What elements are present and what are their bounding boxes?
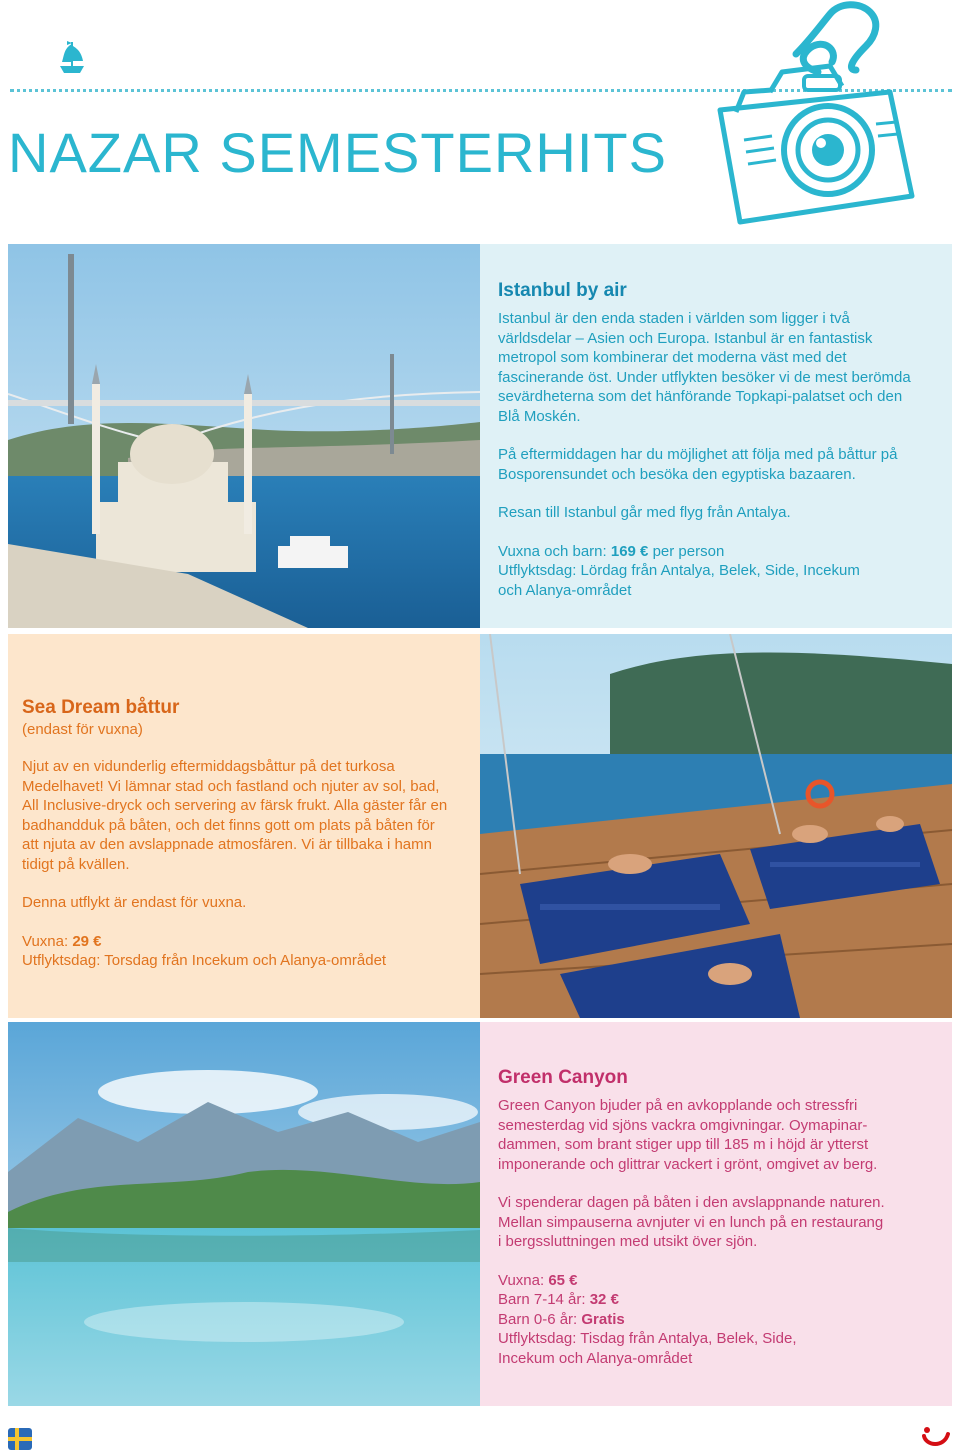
camera-icon <box>700 0 940 240</box>
sea-dream-price-info: Vuxna: 29 € Utflyktsdag: Torsdag från Incekum och Alanya-området <box>22 932 387 969</box>
ship-icon <box>58 40 86 76</box>
green-canyon-paragraph-2: Vi spenderar dagen på båten i den avslappnande naturen. Mellan simpauserna avnjuter vi en lunch på en restaurang i bergssluttningen med utsikt över sjön. <box>498 1194 885 1250</box>
istanbul-panel <box>480 244 952 628</box>
green-canyon-price-info: Vuxna: 65 € Barn 7-14 år: 32 € Barn 0-6 år: Gratis Utflyktsdag: Tisdag från Antalya, Belek, Side, Incekum och Alanya-området <box>498 1271 797 1367</box>
istanbul-title: Istanbul by air <box>498 280 627 301</box>
swedish-flag-icon <box>8 1428 32 1450</box>
istanbul-paragraph-2: På eftermiddagen har du möjlighet att följa med på båttur på Bosporensundet och besöka den egyptiska bazaaren. <box>498 446 898 483</box>
tui-smile-icon <box>918 1424 954 1452</box>
istanbul-photo <box>8 244 480 628</box>
green-canyon-title: Green Canyon <box>498 1067 628 1088</box>
green-canyon-paragraph-1: Green Canyon bjuder på en avkopplande och stressfri semesterdag vid sjöns vackra omgivningar. Oymapinar- dammen, som brant stiger upp till 185 m i höjd är ytterst imponerande och glittrar vackert i grönt, omgivet av berg. <box>498 1097 878 1173</box>
istanbul-paragraph-3: Resan till Istanbul går med flyg från Antalya. <box>498 504 791 521</box>
sea-dream-paragraph-2: Denna utflykt är endast för vuxna. <box>22 894 247 911</box>
istanbul-paragraph-1: Istanbul är den enda staden i världen som ligger i två världsdelar – Asien och Europa. Istanbul är en fantastisk metropol som kombinerar det moderna väst med det fascinerande öst. Under utflykten besöker vi de mest berömda sevärdheterna som det hänförande Topkapi-palatset och den Blå Moskén. <box>498 310 911 425</box>
page-title: NAZAR SEMESTERHITS <box>8 121 667 184</box>
sea-dream-panel <box>8 634 480 1018</box>
sea-dream-photo <box>480 634 952 1018</box>
sea-dream-paragraph-1: Njut av en vidunderlig eftermiddagsbåttur på det turkosa Medelhavet! Vi lämnar stad och fastland och njuter av sol, bad, All Inclusive-dryck och servering av färsk frukt. Alla gäster får en badhandduk på båten, och det finns gott om plats på båten för att njuta av den avslappnade atmosfären. Vi är tillbaka i hamn tidigt på kvällen. <box>22 758 448 873</box>
green-canyon-panel <box>480 1022 952 1406</box>
sea-dream-title: Sea Dream båttur <box>22 697 180 718</box>
green-canyon-photo <box>8 1022 480 1406</box>
sea-dream-subtitle: (endast för vuxna) <box>22 721 143 738</box>
istanbul-price-info: Vuxna och barn: 169 € per person Utflyktsdag: Lördag från Antalya, Belek, Side, Incekum och Alanya-området <box>498 542 860 599</box>
